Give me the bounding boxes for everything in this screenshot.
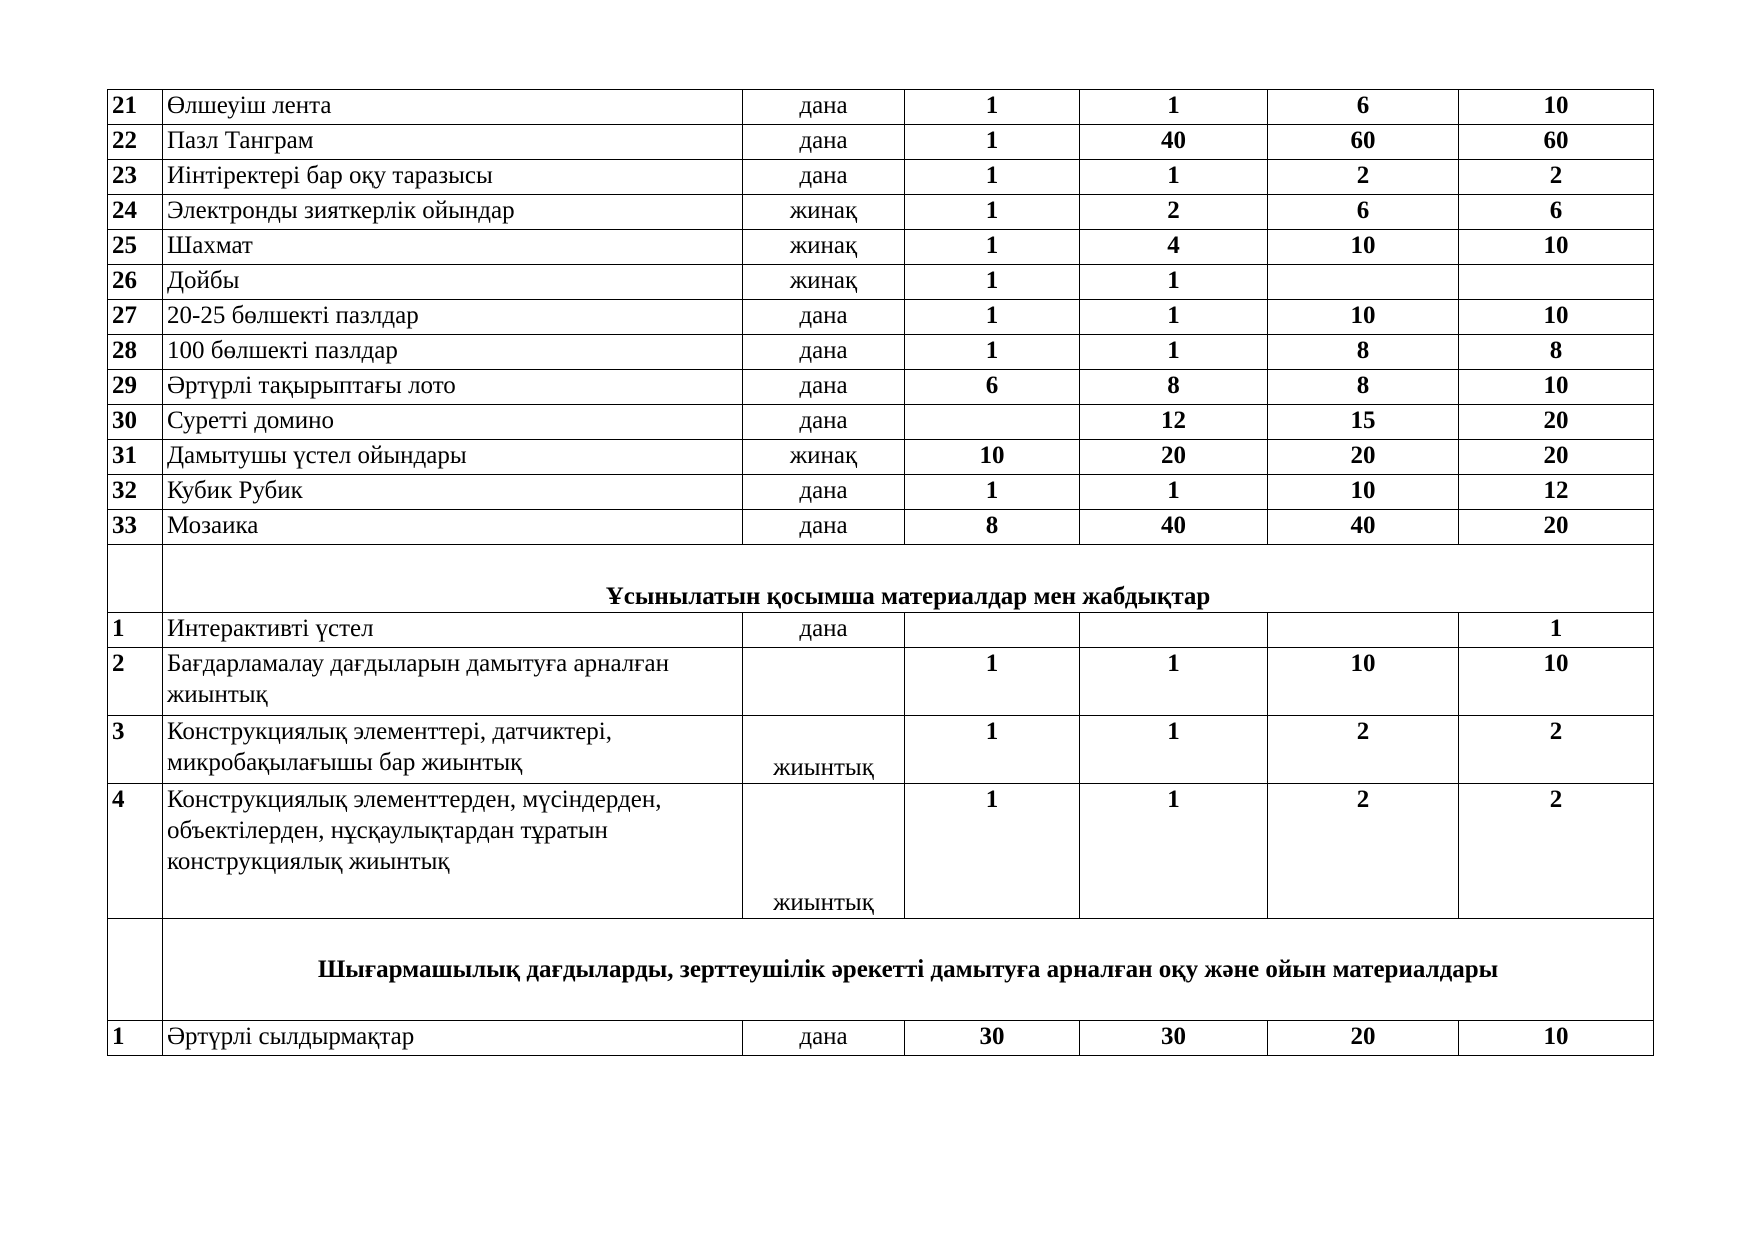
table-row [108,613,1654,648]
table-row [108,300,1654,335]
item-unit: дана [743,405,905,440]
quantity-value-2: 1 [1080,716,1268,784]
table-row [108,90,1654,125]
equipment-table [107,89,1654,1056]
quantity-value-2: 1 [1080,160,1268,195]
quantity-value-3: 2 [1268,784,1459,919]
table-row [108,784,1654,919]
quantity-value-2: 1 [1080,648,1268,716]
quantity-value-4: 10 [1459,230,1654,265]
row-number: 21 [108,90,163,125]
table-body [108,90,1654,1056]
quantity-value-4: 10 [1459,648,1654,716]
quantity-value-2: 12 [1080,405,1268,440]
row-number: 29 [108,370,163,405]
quantity-value-4: 20 [1459,510,1654,545]
quantity-value-3 [1268,265,1459,300]
item-unit: дана [743,510,905,545]
item-unit: дана [743,370,905,405]
quantity-value-4: 2 [1459,784,1654,919]
item-name: Шахмат [163,230,743,265]
row-number: 1 [108,1021,163,1056]
item-unit: дана [743,300,905,335]
quantity-value-2: 40 [1080,125,1268,160]
quantity-value-4: 1 [1459,613,1654,648]
quantity-value-4: 8 [1459,335,1654,370]
table-row [108,440,1654,475]
quantity-value-3: 6 [1268,90,1459,125]
item-unit: жиынтық [743,716,905,784]
row-number: 3 [108,716,163,784]
table-row [108,160,1654,195]
quantity-value-3: 10 [1268,230,1459,265]
row-number: 2 [108,648,163,716]
row-number: 31 [108,440,163,475]
item-unit: жинақ [743,195,905,230]
quantity-value-1: 1 [905,195,1080,230]
item-name: Дойбы [163,265,743,300]
quantity-value-4: 10 [1459,90,1654,125]
quantity-value-3: 8 [1268,370,1459,405]
quantity-value-2: 40 [1080,510,1268,545]
quantity-value-1: 1 [905,335,1080,370]
section-header-row [108,919,1654,1021]
table-row [108,405,1654,440]
quantity-value-2: 1 [1080,784,1268,919]
quantity-value-4: 10 [1459,370,1654,405]
quantity-value-4: 20 [1459,440,1654,475]
quantity-value-4: 12 [1459,475,1654,510]
row-number: 25 [108,230,163,265]
item-name: Әртүрлі сылдырмақтар [163,1021,743,1056]
item-unit: дана [743,1021,905,1056]
table-row [108,475,1654,510]
item-unit: дана [743,90,905,125]
quantity-value-4: 6 [1459,195,1654,230]
item-unit: жинақ [743,230,905,265]
table-row [108,510,1654,545]
item-name: Кубик Рубик [163,475,743,510]
item-name: Интерактивті үстел [163,613,743,648]
item-name: Бағдарламалау дағдыларын дамытуға арналған жиынтық [163,648,743,716]
row-number: 22 [108,125,163,160]
item-name: Электронды зияткерлік ойындар [163,195,743,230]
quantity-value-4: 2 [1459,716,1654,784]
quantity-value-1: 1 [905,230,1080,265]
row-number: 32 [108,475,163,510]
row-number: 4 [108,784,163,919]
quantity-value-3: 6 [1268,195,1459,230]
section-spacer-cell [108,919,163,1021]
quantity-value-4: 60 [1459,125,1654,160]
quantity-value-3: 2 [1268,160,1459,195]
row-number: 33 [108,510,163,545]
item-name: 100 бөлшекті пазлдар [163,335,743,370]
quantity-value-2: 1 [1080,475,1268,510]
quantity-value-3: 20 [1268,1021,1459,1056]
table-row [108,716,1654,784]
quantity-value-2: 2 [1080,195,1268,230]
quantity-value-2: 8 [1080,370,1268,405]
item-unit: дана [743,125,905,160]
quantity-value-1: 1 [905,160,1080,195]
table-row [108,648,1654,716]
table-row [108,335,1654,370]
row-number: 28 [108,335,163,370]
item-name: Пазл Танграм [163,125,743,160]
quantity-value-4: 10 [1459,300,1654,335]
item-name: Мозаика [163,510,743,545]
row-number: 26 [108,265,163,300]
quantity-value-1: 1 [905,716,1080,784]
item-name: Дамытушы үстел ойындары [163,440,743,475]
item-unit: дана [743,613,905,648]
row-number: 27 [108,300,163,335]
item-unit: жинақ [743,440,905,475]
table-row [108,265,1654,300]
quantity-value-1: 6 [905,370,1080,405]
quantity-value-1: 1 [905,475,1080,510]
quantity-value-1: 1 [905,300,1080,335]
row-number: 30 [108,405,163,440]
table-row [108,230,1654,265]
quantity-value-2: 30 [1080,1021,1268,1056]
quantity-value-1: 1 [905,90,1080,125]
quantity-value-1: 1 [905,125,1080,160]
quantity-value-1: 30 [905,1021,1080,1056]
quantity-value-3: 40 [1268,510,1459,545]
quantity-value-2: 20 [1080,440,1268,475]
section-header-row [108,545,1654,613]
quantity-value-3: 2 [1268,716,1459,784]
item-unit [743,648,905,716]
item-name: Өлшеуіш лента [163,90,743,125]
row-number: 1 [108,613,163,648]
item-unit: жинақ [743,265,905,300]
quantity-value-1 [905,405,1080,440]
quantity-value-2: 1 [1080,335,1268,370]
quantity-value-3: 15 [1268,405,1459,440]
section-title: Шығармашылық дағдыларды, зерттеушілік әрекетті дамытуға арналған оқу және ойын материалдары [163,919,1654,1021]
quantity-value-1: 10 [905,440,1080,475]
quantity-value-3: 8 [1268,335,1459,370]
quantity-value-3: 10 [1268,648,1459,716]
quantity-value-1: 8 [905,510,1080,545]
quantity-value-1 [905,613,1080,648]
quantity-value-3: 10 [1268,300,1459,335]
quantity-value-2: 1 [1080,90,1268,125]
table-row [108,370,1654,405]
table-row [108,125,1654,160]
item-name: Иінтіректері бар оқу таразысы [163,160,743,195]
quantity-value-2: 1 [1080,265,1268,300]
quantity-value-2: 1 [1080,300,1268,335]
quantity-value-3: 60 [1268,125,1459,160]
item-name: Әртүрлі тақырыптағы лото [163,370,743,405]
item-unit: дана [743,475,905,510]
row-number: 23 [108,160,163,195]
quantity-value-1: 1 [905,784,1080,919]
quantity-value-4 [1459,265,1654,300]
item-name: Конструкциялық элементтері, датчиктері, микробақылағышы бар жиынтық [163,716,743,784]
item-name: Суретті домино [163,405,743,440]
quantity-value-2: 4 [1080,230,1268,265]
quantity-value-3 [1268,613,1459,648]
item-unit: дана [743,335,905,370]
quantity-value-4: 10 [1459,1021,1654,1056]
item-unit: дана [743,160,905,195]
item-unit: жиынтық [743,784,905,919]
quantity-value-1: 1 [905,265,1080,300]
item-name: Конструкциялық элементтерден, мүсіндерден, объектілерден, нұсқаулықтардан тұратын конструкциялық жиынтық [163,784,743,919]
section-title: Ұсынылатын қосымша материалдар мен жабдықтар [163,545,1654,613]
quantity-value-3: 20 [1268,440,1459,475]
row-number: 24 [108,195,163,230]
table-row [108,195,1654,230]
table-row [108,1021,1654,1056]
quantity-value-2 [1080,613,1268,648]
quantity-value-3: 10 [1268,475,1459,510]
quantity-value-4: 20 [1459,405,1654,440]
section-spacer-cell [108,545,163,613]
quantity-value-4: 2 [1459,160,1654,195]
item-name: 20-25 бөлшекті пазлдар [163,300,743,335]
quantity-value-1: 1 [905,648,1080,716]
